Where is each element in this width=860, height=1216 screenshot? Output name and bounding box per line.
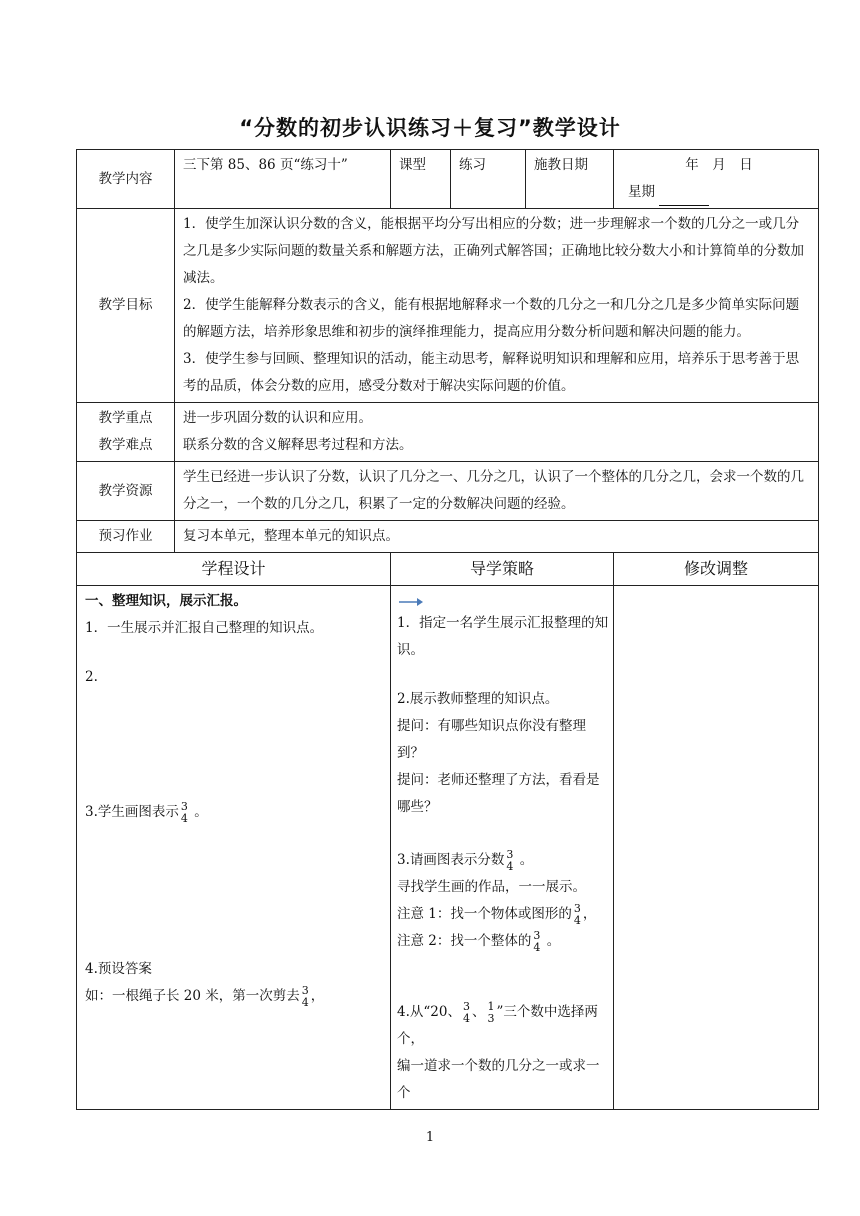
strategy-note-2-end: 。 (546, 933, 561, 949)
fraction-numerator: 3 (533, 928, 541, 942)
date-value: 年 月 日 (685, 157, 753, 173)
fraction-denominator: 4 (180, 811, 188, 825)
goal-item-3: 3．使学生参与回顾、整理知识的活动，能主动思考，解释说明知识和理解和应用，培养乐于思考善于思考的品质，体会分数的应用，感受分数对于解决实际问题的价值。 (183, 351, 800, 394)
goal-item-2: 2．使学生能解释分数表示的含义，能有根据地解释求一个数的几分之一和几分之几是多少简单实际问题的解题方法，培养形象思维和初步的演绎推理能力，提高应用分数分析问题和解决问题的能力。 (183, 297, 800, 340)
design-step-3-end: 。 (194, 804, 208, 820)
fraction-denominator: 4 (573, 913, 581, 927)
fraction-numerator: 3 (506, 847, 514, 861)
key-value: 进一步巩固分数的认识和应用。 (183, 410, 372, 426)
strategy-step-4 (397, 999, 609, 1053)
strategy-question-1: 提问：有哪些知识点你没有整理到？ (397, 718, 586, 761)
lesson-plan-table (76, 149, 819, 1110)
content-label: 教学内容 (77, 150, 175, 209)
design-step-4-text: 如：一根绳子长 20 米，第一次剪去 (85, 988, 300, 1004)
strategy-step-4-end: ”三个数中选择两个， (397, 1004, 598, 1047)
process-row (77, 586, 819, 1110)
goals-row (77, 209, 819, 403)
fraction-three-quarters (506, 849, 513, 873)
adjust-cell (614, 586, 819, 1110)
columns-header-row (77, 553, 819, 586)
type-value: 练习 (451, 150, 526, 209)
page-title: “分数的初步认识练习＋复习”教学设计 (239, 116, 621, 140)
fraction-numerator: 1 (487, 999, 495, 1013)
strategy-question-2: 提问：老师还整理了方法，看看是哪些？ (397, 772, 600, 815)
key-label: 教学重点 (98, 410, 153, 426)
fraction-numerator: 3 (180, 799, 188, 813)
strategy-step-3-end: 。 (519, 852, 534, 868)
week-line (628, 179, 810, 206)
strategy-note-1-end: ， (582, 906, 597, 922)
design-step-4-line (85, 983, 386, 1010)
date-label: 施教日期 (526, 150, 614, 209)
design-step-1: 1．一生展示并汇报自己整理的知识点。 (85, 620, 324, 636)
design-step-4-end: ， (310, 988, 325, 1004)
fraction-three-quarters (181, 801, 188, 825)
strategy-step-4-line2: 编一道求一个数的几分之一或求一个 (397, 1058, 600, 1101)
fraction-denominator: 4 (533, 940, 541, 954)
info-row (77, 150, 819, 209)
design-step-4: 4.预设答案 (85, 961, 152, 977)
design-step-3-text: 3.学生画图表示 (85, 804, 179, 820)
fraction-denominator: 4 (462, 1011, 470, 1025)
column-adjust: 修改调整 (614, 553, 819, 586)
key-difficult-values (175, 403, 819, 462)
design-cell (77, 586, 391, 1110)
fraction-numerator: 3 (573, 901, 581, 915)
key-row (77, 403, 819, 462)
key-difficult-labels (77, 403, 175, 462)
fraction-three-quarters (533, 930, 540, 954)
section-heading: 一、整理知识，展示汇报。 (85, 593, 247, 609)
resources-value: 学生已经进一步认识了分数，认识了几分之一、几分之几，认识了一个整体的几分之几，会求一个数的几分之一，一个数的几分之几，积累了一定的分数解决问题的经验。 (175, 462, 819, 521)
fraction-numerator: 3 (462, 999, 470, 1013)
column-design: 学程设计 (77, 553, 391, 586)
fraction-three-quarters (463, 1001, 470, 1025)
arrow-right-icon (397, 595, 423, 609)
preview-row (77, 521, 819, 553)
design-step-2: 2. (85, 669, 98, 685)
goals-label: 教学目标 (77, 209, 175, 403)
resources-row (77, 462, 819, 521)
week-blank (659, 191, 709, 206)
strategy-step-3 (397, 847, 609, 874)
fraction-denominator: 3 (487, 1011, 495, 1025)
week-label: 星期 (628, 184, 655, 200)
fraction-numerator: 3 (301, 983, 309, 997)
page-number: 1 (425, 1130, 435, 1145)
difficult-label: 教学难点 (98, 437, 153, 453)
strategy-step-2: 2.展示教师整理的知识点。 (397, 691, 559, 707)
difficult-value: 联系分数的含义解释思考过程和方法。 (183, 437, 413, 453)
strategy-step-3-text: 3.请画图表示分数 (397, 852, 505, 868)
strategy-step-4-text: 4.从“20、 (397, 1004, 461, 1020)
preview-value: 复习本单元，整理本单元的知识点。 (175, 521, 819, 553)
strategy-cell (391, 586, 614, 1110)
strategy-step-4-sep: 、 (471, 1004, 486, 1020)
type-label: 课型 (391, 150, 451, 209)
resources-label: 教学资源 (77, 462, 175, 521)
strategy-note-1 (397, 901, 609, 928)
strategy-step-3-show: 寻找学生画的作品，一一展示。 (397, 879, 586, 895)
goals-cell (175, 209, 819, 403)
fraction-one-third (487, 1001, 494, 1025)
fraction-three-quarters (302, 985, 309, 1009)
content-value: 三下第 85、86 页“练习十” (175, 150, 391, 209)
preview-label: 预习作业 (77, 521, 175, 553)
strategy-note-2 (397, 928, 609, 955)
strategy-step-1: 1．指定一名学生展示汇报整理的知识。 (397, 615, 609, 658)
fraction-denominator: 4 (301, 995, 309, 1009)
fraction-denominator: 4 (506, 859, 514, 873)
arrow-line (397, 588, 609, 610)
goal-item-1: 1．使学生加深认识分数的含义，能根据平均分写出相应的分数；进一步理解求一个数的几分之一或几分之几是多少实际问题的数量关系和解题方法，正确列式解答国；正确地比较分数大小和计算简单的分数加减法。 (183, 216, 804, 286)
strategy-note-1-text: 注意 1：找一个物体或图形的 (397, 906, 572, 922)
column-strategy: 导学策略 (391, 553, 614, 586)
strategy-note-2-text: 注意 2：找一个整体的 (397, 933, 532, 949)
date-cell (614, 150, 819, 209)
design-step-3 (85, 799, 386, 826)
fraction-three-quarters (574, 903, 581, 927)
